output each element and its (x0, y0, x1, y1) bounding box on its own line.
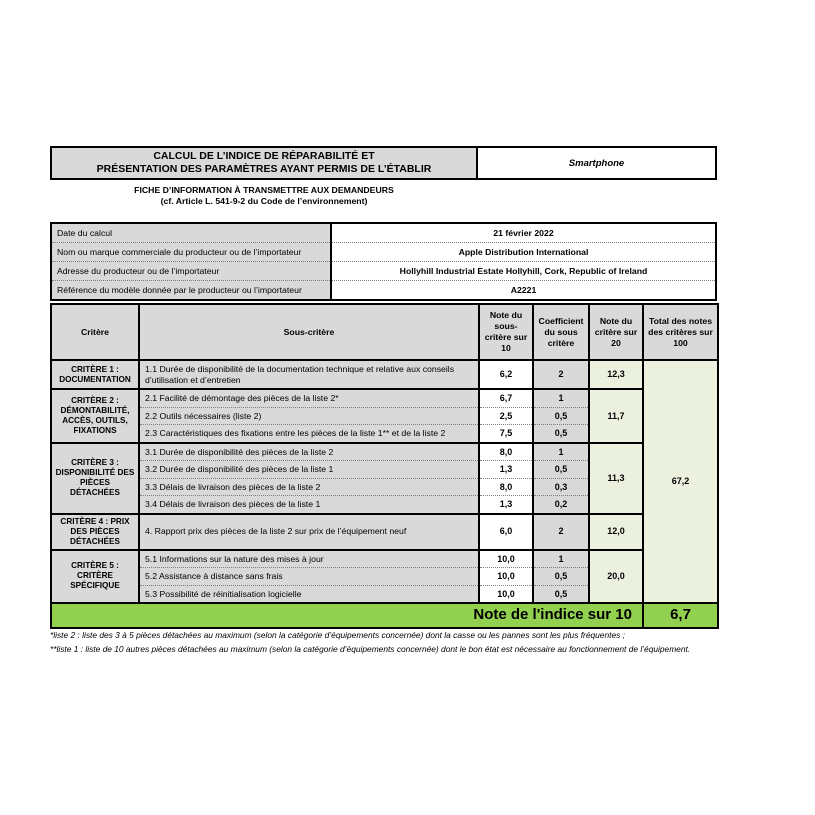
subcriterion-coefficient: 2 (533, 514, 589, 550)
criterion-name: CRITÈRE 2 : DÉMONTABILITÉ, ACCÈS, OUTILS, FIXATIONS (51, 389, 139, 443)
product-category-box: Smartphone (478, 146, 717, 180)
info-value: A2221 (331, 281, 716, 301)
subcriterion-coefficient: 2 (533, 360, 589, 389)
criterion-note-sur-20: 11,3 (589, 443, 643, 514)
subcriterion-coefficient: 1 (533, 443, 589, 461)
subcriterion-label: 5.3 Possibilité de réinitialisation logicielle (139, 585, 479, 603)
subcriterion-note: 6,7 (479, 389, 533, 407)
index-score-value: 6,7 (643, 603, 718, 628)
info-label: Date du calcul (51, 223, 331, 243)
column-header: Note du sous-critère sur 10 (479, 304, 533, 360)
subcriterion-label: 4. Rapport prix des pièces de la liste 2 sur prix de l’équipement neuf (139, 514, 479, 550)
criterion-note-sur-20: 20,0 (589, 550, 643, 604)
subcriterion-coefficient: 0,5 (533, 461, 589, 479)
index-row (51, 603, 718, 628)
document-subtitle (50, 185, 478, 207)
subcriterion-label: 2.1 Facilité de démontage des pièces de la liste 2* (139, 389, 479, 407)
subcriterion-note: 10,0 (479, 568, 533, 586)
info-row (51, 243, 716, 262)
subcriterion-coefficient: 0,3 (533, 478, 589, 496)
index-score-label: Note de l'indice sur 10 (51, 603, 643, 628)
info-row (51, 262, 716, 281)
footnotes (50, 628, 740, 656)
criterion-note-sur-20: 12,3 (589, 360, 643, 389)
subcriterion-coefficient: 1 (533, 550, 589, 568)
criterion-subrow (51, 550, 718, 568)
column-header: Note du critère sur 20 (589, 304, 643, 360)
criterion-name: CRITÈRE 5 : CRITÈRE SPÉCIFIQUE (51, 550, 139, 604)
subcriterion-label: 3.3 Délais de livraison des pièces de la liste 2 (139, 478, 479, 496)
subcriterion-note: 6,0 (479, 514, 533, 550)
subcriterion-coefficient: 0,5 (533, 568, 589, 586)
column-header: Critère (51, 304, 139, 360)
subcriterion-label: 3.1 Durée de disponibilité des pièces de la liste 2 (139, 443, 479, 461)
criterion-subrow (51, 389, 718, 407)
subcriterion-label: 1.1 Durée de disponibilité de la documentation technique et relative aux conseils d’utilisation et d’entretien (139, 360, 479, 389)
subcriterion-label: 5.2 Assistance à distance sans frais (139, 568, 479, 586)
subcriterion-coefficient: 0,2 (533, 496, 589, 514)
product-info-table (50, 222, 717, 301)
column-header: Total des notes des critères sur 100 (643, 304, 718, 360)
subcriterion-label: 3.4 Délais de livraison des pièces de la liste 1 (139, 496, 479, 514)
footnote-liste2: *liste 2 : liste des 3 à 5 pièces détachées au maximum (selon la catégorie d’équipements concernée) dont la casse ou les pannes sont les plus fréquentes ; (50, 630, 625, 640)
subcriterion-coefficient: 0,5 (533, 585, 589, 603)
criterion-subrow (51, 443, 718, 461)
subtitle-line2: (cf. Article L. 541-9-2 du Code de l’environnement) (160, 196, 368, 206)
subcriterion-coefficient: 0,5 (533, 407, 589, 425)
criterion-name: CRITÈRE 1 : DOCUMENTATION (51, 360, 139, 389)
subcriterion-note: 7,5 (479, 425, 533, 443)
criterion-name: CRITÈRE 4 : PRIX DES PIÈCES DÉTACHÉES (51, 514, 139, 550)
column-header: Coefficient du sous critère (533, 304, 589, 360)
subcriterion-note: 6,2 (479, 360, 533, 389)
subcriterion-note: 10,0 (479, 550, 533, 568)
criterion-subrow (51, 514, 718, 550)
document-title-line2: PRÉSENTATION DES PARAMÈTRES AYANT PERMIS DE L’ÉTABLIR (96, 163, 432, 175)
subcriterion-note: 1,3 (479, 496, 533, 514)
info-row (51, 223, 716, 243)
subcriterion-coefficient: 1 (533, 389, 589, 407)
subcriterion-label: 3.2 Durée de disponibilité des pièces de la liste 1 (139, 461, 479, 479)
subcriterion-coefficient: 0,5 (533, 425, 589, 443)
subcriterion-note: 10,0 (479, 585, 533, 603)
subcriterion-label: 2.2 Outils nécessaires (liste 2) (139, 407, 479, 425)
document-header (50, 146, 717, 180)
criteria-header-row (51, 304, 718, 360)
column-header: Sous-critère (139, 304, 479, 360)
info-row (51, 281, 716, 301)
subcriterion-note: 2,5 (479, 407, 533, 425)
subtitle-line1: FICHE D’INFORMATION À TRANSMETTRE AUX DEMANDEURS (134, 185, 394, 195)
info-value: Apple Distribution International (331, 243, 716, 262)
subcriterion-note: 8,0 (479, 478, 533, 496)
info-value: Hollyhill Industrial Estate Hollyhill, Cork, Republic of Ireland (331, 262, 716, 281)
criterion-note-sur-20: 11,7 (589, 389, 643, 443)
footnote-liste1: **liste 1 : liste de 10 autres pièces détachées au maximum (selon la catégorie d’équipements concernée) dont le bon état est nécessaire au fonctionnement de l’équipement. (50, 644, 691, 654)
subcriterion-label: 2.3 Caractéristiques des fixations entre les pièces de la liste 1** et de la liste 2 (139, 425, 479, 443)
criterion-note-sur-20: 12,0 (589, 514, 643, 550)
document-title-line1: CALCUL DE L’INDICE DE RÉPARABILITÉ ET (153, 150, 375, 162)
subcriterion-label: 5.1 Informations sur la nature des mises à jour (139, 550, 479, 568)
info-value: 21 février 2022 (331, 223, 716, 243)
info-label: Nom ou marque commerciale du producteur ou de l’importateur (51, 243, 331, 262)
document-title (50, 146, 478, 180)
criterion-subrow (51, 360, 718, 389)
info-label: Référence du modèle donnée par le producteur ou l’importateur (51, 281, 331, 301)
total-notes-sur-100: 67,2 (643, 360, 718, 603)
info-label: Adresse du producteur ou de l’importateur (51, 262, 331, 281)
subcriterion-note: 1,3 (479, 461, 533, 479)
subcriterion-note: 8,0 (479, 443, 533, 461)
criteria-table (50, 303, 719, 629)
criterion-name: CRITÈRE 3 : DISPONIBILITÉ DES PIÈCES DÉTACHÉES (51, 443, 139, 514)
